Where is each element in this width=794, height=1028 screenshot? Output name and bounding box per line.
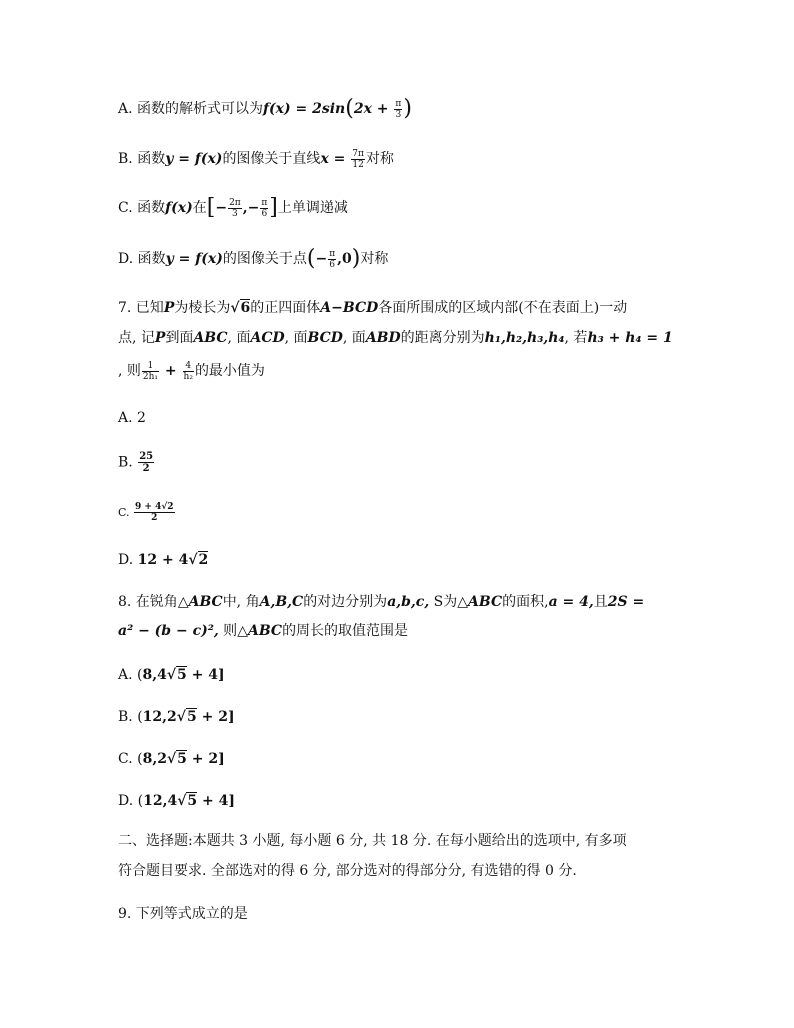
q6-option-b: B. 函数y = f(x)的图像关于直线x = $\frac{7\pi}{12}$ 对称 [118,148,394,170]
section-2-instructions-line-2: 符合题目要求. 全部选对的得 6 分, 部分选对的得部分分, 有选错的得 0 分. [118,863,577,879]
q7-line-1: 7. 已知P为棱长为√6的正四面体A−BCD各面所围成的区域内部(不在表面上)一动 [118,300,628,316]
q8-option-b: B. (12,2√5 + 2] [118,709,235,725]
fraction: $\frac{\pi}{3}$ [395,98,402,120]
fraction: $\frac{4}{\text{h₂}}$ [183,360,193,382]
q7-option-b: B. $\frac{25}{2}$ [118,451,154,474]
q8-line-1: 8. 在锐角△ABC中, 角A,B,C的对边分别为a,b,c, S为△ABC的面积,a = 4,且2S = [118,594,645,610]
q6-option-d: D. 函数y = f(x)的图像关于点(− $\frac{\pi}{6}$ ,0)对称 [118,246,389,271]
q6-option-a: A. 函数的解析式可以为f(x) = 2sin(2x + $\frac{\pi}{3}$ ) [118,96,412,121]
q7-line-3: , 则 $\frac{1}{\text{2h₁}}$ + $\frac{4}{\text{h₂}}$ 的最小值为 [118,360,265,382]
fraction: $\frac{2\pi}{3}$ [229,197,241,219]
fraction: $\frac{\pi}{6}$ [329,248,336,270]
fraction: $\frac{9 + 4√2}{2}$ [135,501,174,523]
q8-line-2: a² − (b − c)², 则△ABC的周长的取值范围是 [118,623,409,639]
q7-option-d: D. 12 + 4√2 [118,552,209,568]
q8-option-c: C. (8,2√5 + 2] [118,751,225,767]
q6-option-c: C. 函数f(x)在[− $\frac{2\pi}{3}$ ,− $\frac{\pi}{6}$ ]上单调递减 [118,195,348,220]
fraction: $\frac{25}{2}$ [139,451,154,474]
q7-line-2: 点, 记P到面ABC, 面ACD, 面BCD, 面ABD的距离分别为h₁,h₂,h₃,h₄, 若h₃ + h₄ = 1 [118,330,673,346]
q9-stem: 9. 下列等式成立的是 [118,906,248,922]
section-2-instructions-line-1: 二、选择题:本题共 3 小题, 每小题 6 分, 共 18 分. 在每小题给出的选项中, 有多项 [118,833,627,849]
q7-option-c: C. $\frac{9 + 4√2}{2}$ [118,501,174,523]
q8-option-a: A. (8,4√5 + 4] [118,667,225,683]
q8-option-d: D. (12,4√5 + 4] [118,793,235,809]
fraction: $\frac{\pi}{6}$ [261,197,268,219]
fraction: $\frac{1}{\text{2h₁}}$ [142,360,159,382]
fraction: $\frac{7\pi}{12}$ [352,148,364,170]
q7-option-a: A. 2 [118,410,146,426]
